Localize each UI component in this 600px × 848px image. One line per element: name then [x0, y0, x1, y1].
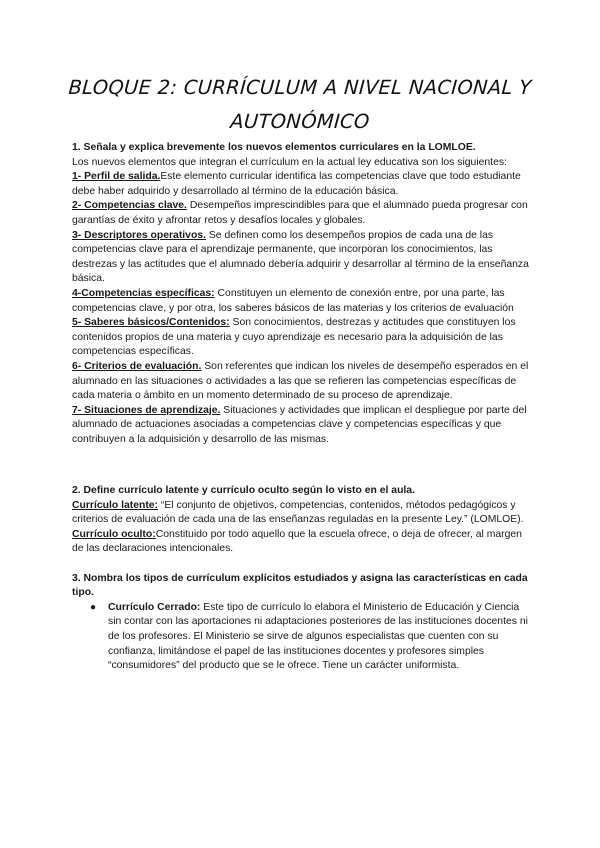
element-item: [72, 287, 534, 316]
latente-text: “El conjunto de objetivos, competencias, contenidos, métodos pedagógicos y criterios de evaluación de cada una de las enseñanzas reguladas en la presente Ley.” (LOMLOE).: [72, 499, 524, 526]
element-item: [72, 360, 534, 404]
element-term: 3- Descriptores operativos.: [72, 229, 206, 241]
latente-term: Currículo latente:: [72, 499, 159, 511]
element-text: Se definen como los desempeños propios de cada una de las competencias clave para el aprendizaje permanente, que incorporan los conocimientos, las destrezas y las actitudes que el alumnado debería adquirir y desarrollar al término de la enseñanza básica.: [72, 229, 529, 285]
element-text: Constituyen un elemento de conexión entre, por una parte, las competencias clave, y por otra, los saberes básicos de las materias y los criterios de evaluación: [72, 287, 514, 314]
element-term: 7- Situaciones de aprendizaje.: [72, 404, 221, 416]
element-text: Desempeños imprescindibles para que el alumnado pueda progresar con garantías de éxito y afrontar retos y desafíos locales y globales.: [72, 200, 528, 226]
element-term: 5- Saberes básicos/Contenidos:: [72, 317, 230, 329]
element-item: [72, 170, 534, 199]
cerrado-term: Currículo Cerrado:: [108, 601, 201, 613]
element-item: [72, 229, 534, 287]
curriculo-oculto: [72, 528, 534, 557]
element-item: [72, 404, 534, 448]
question-1: 1. Señala y explica brevemente los nuevos elementos curriculares en la LOMLOE.: [72, 142, 476, 153]
cerrado-text: Este tipo de currículo lo elabora el Ministerio de Educación y Ciencia sin contar con las aportaciones ni adaptaciones posteriores de las instituciones docentes ni de los profesores. El Ministerio se sirve de algunos especialistas que cuenten con su confianza, limitándose el papel de las instituciones docentes y profesores simples “consumidores” del producto que se le ofrece. Tiene un carácter uniformista.: [108, 601, 528, 672]
document-body: [72, 141, 534, 674]
list-item: [72, 601, 534, 674]
element-item: [72, 316, 534, 360]
curriculo-latente: [72, 499, 534, 528]
question-1-intro: Los nuevos elementos que integran el currículum en la actual ley educativa son los siguientes:: [72, 156, 507, 168]
element-term: 4-Competencias específicas:: [72, 287, 215, 299]
element-text: Son conocimientos, destrezas y actitudes que constituyen los contenidos propios de una materia y cuyo aprendizaje es necesario para la adquisición de las competencias específicas.: [72, 317, 516, 358]
element-item: [72, 199, 534, 228]
bullet-icon: ●: [90, 601, 97, 613]
title-line-1: BLOQUE 2: CURRÍCULUM A NIVEL NACIONAL Y: [67, 76, 533, 99]
element-term: 6- Criterios de evaluación.: [72, 360, 202, 372]
title-line-2: AUTONÓMICO: [229, 110, 371, 133]
element-text: Son referentes que indican los niveles de desempeño esperados en el alumnado en las situaciones o actividades a las que se refieren las competencias específicas de cada materia o ámbito en un momento determinado de su proceso de aprendizaje.: [72, 360, 529, 402]
element-text: Este elemento curricular identifica las competencias clave que todo estudiante debe haber adquirido y desarrollado al término de la educación básica.: [72, 171, 521, 197]
spacer: [72, 557, 534, 572]
oculto-term: Currículo oculto:: [72, 528, 156, 540]
spacer: [72, 469, 534, 484]
question-3: 3. Nombra los tipos de currículum explícitos estudiados y asigna las características en cada tipo.: [72, 572, 528, 599]
oculto-text: Constituido por todo aquello que la escuela ofrece, o deja de ofrecer, al margen de las declaraciones intencionales.: [72, 528, 522, 555]
element-term: 2- Competencias clave.: [72, 200, 187, 212]
question-2: 2. Define currículo latente y currículo oculto según lo visto en el aula.: [72, 485, 415, 497]
element-text: Situaciones y actividades que implican el despliegue por parte del alumnado de actuaciones asociadas a competencias clave y competencias específicas y que contribuyen a la adquisición y desarrollo de las mismas.: [72, 404, 527, 445]
element-term: 1- Perfil de salida.: [72, 171, 161, 183]
spacer: [72, 447, 534, 469]
